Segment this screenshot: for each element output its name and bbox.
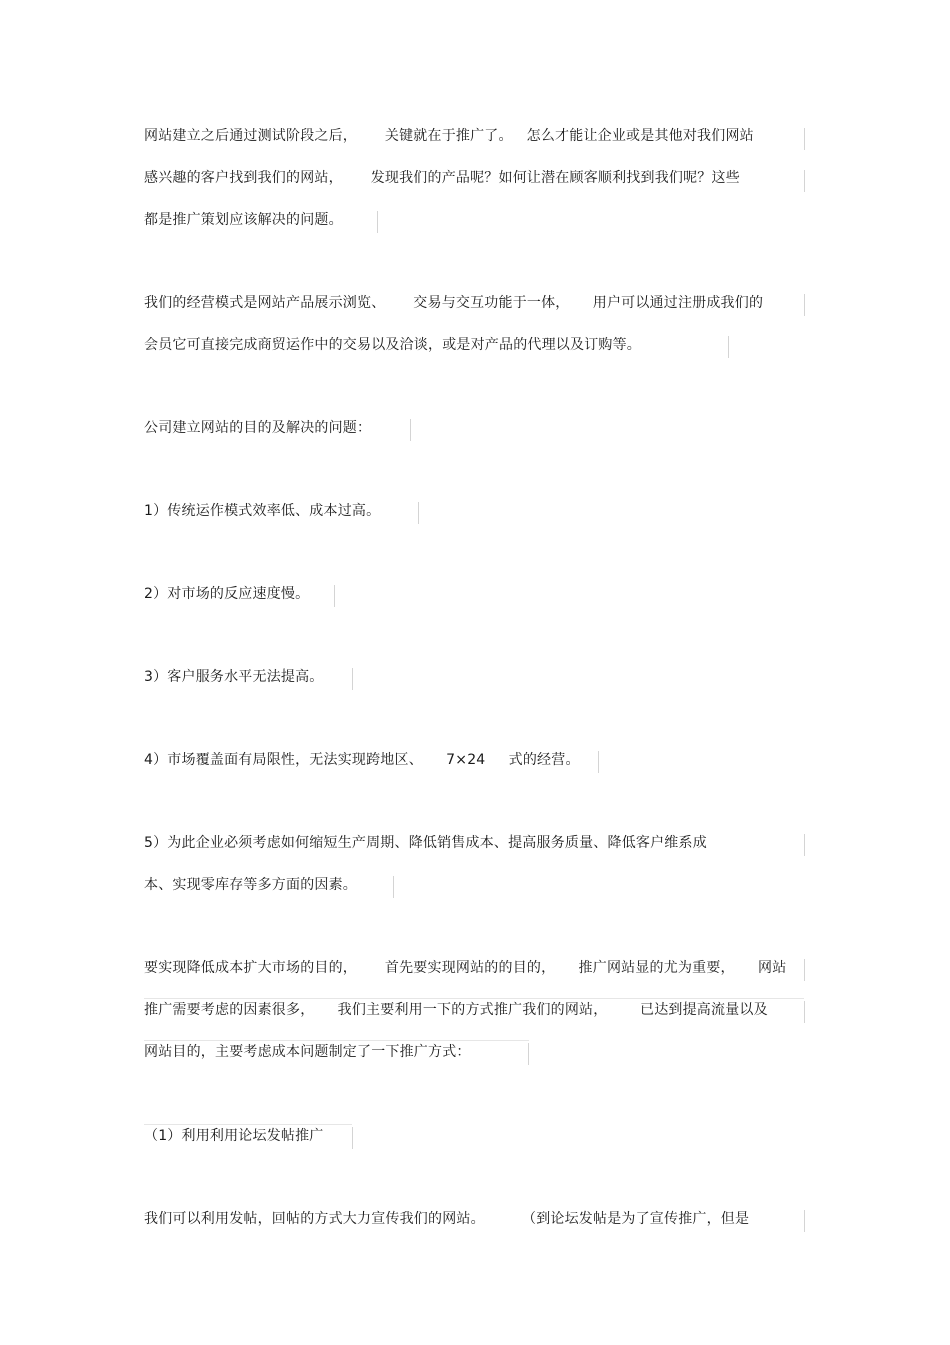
text-cursor-marker xyxy=(377,211,378,233)
text-cursor-marker xyxy=(393,876,394,898)
paragraph-1-line-2: 感兴趣的客户找到我们的网站， 发现我们的产品呢？如何让潜在顾客顺利找到我们呢？这些 xyxy=(144,170,740,186)
text-cursor-marker xyxy=(804,834,805,856)
text-cursor-marker xyxy=(804,294,805,316)
paragraph-3-line-1: 要实现降低成本扩大市场的目的， 首先要实现网站的的目的， 推广网站显的尤为重要， 网站 xyxy=(144,960,787,976)
paragraph-2-line-1: 我们的经营模式是网站产品展示浏览、 交易与交互功能于一体， 用户可以通过注册成我们的 xyxy=(144,295,764,311)
text-cursor-marker xyxy=(804,128,805,150)
text-cursor-marker xyxy=(804,959,805,981)
paragraph-3-line-3: 网站目的，主要考虑成本问题制定了一下推广方式： xyxy=(144,1044,471,1060)
text-cursor-marker xyxy=(418,502,419,524)
section-heading: 公司建立网站的目的及解决的问题： xyxy=(144,420,372,436)
list-item-5-line-1: 5）为此企业必须考虑如何缩短生产周期、降低销售成本、提高服务质量、降低客户维系成 xyxy=(144,835,707,851)
text-cursor-marker xyxy=(728,336,729,358)
list-item-3: 3）客户服务水平无法提高。 xyxy=(144,669,324,685)
subsection-heading: （1）利用利用论坛发帖推广 xyxy=(144,1128,324,1144)
list-item-2: 2）对市场的反应速度慢。 xyxy=(144,586,310,602)
text-cursor-marker xyxy=(334,585,335,607)
text-cursor-marker xyxy=(352,668,353,690)
list-item-4: 4）市场覆盖面有局限性，无法实现跨地区、 7×24 式的经营。 xyxy=(144,752,580,768)
text-cursor-marker xyxy=(528,1043,529,1065)
paragraph-4-line-1: 我们可以利用发帖，回帖的方式大力宣传我们的网站。 （到论坛发帖是为了宣传推广，但是 xyxy=(144,1211,750,1227)
text-cursor-marker xyxy=(804,170,805,192)
paragraph-1-line-1: 网站建立之后通过测试阶段之后， 关键就在于推广了。 怎么才能让企业或是其他对我们网站 xyxy=(144,128,754,144)
list-item-1: 1）传统运作模式效率低、成本过高。 xyxy=(144,503,381,519)
text-cursor-marker xyxy=(804,1001,805,1023)
text-cursor-marker xyxy=(804,1210,805,1232)
paragraph-3-line-2: 推广需要考虑的因素很多， 我们主要利用一下的方式推广我们的网站， 已达到提高流量以及 xyxy=(144,1002,768,1018)
paragraph-2-line-2: 会员它可直接完成商贸运作中的交易以及洽谈，或是对产品的代理以及订购等。 xyxy=(144,337,641,353)
text-cursor-marker xyxy=(352,1127,353,1149)
text-cursor-marker xyxy=(598,751,599,773)
list-item-5-line-2: 本、实现零库存等多方面的因素。 xyxy=(144,877,357,893)
text-cursor-marker xyxy=(410,419,411,441)
paragraph-1-line-3: 都是推广策划应该解决的问题。 xyxy=(144,212,343,228)
